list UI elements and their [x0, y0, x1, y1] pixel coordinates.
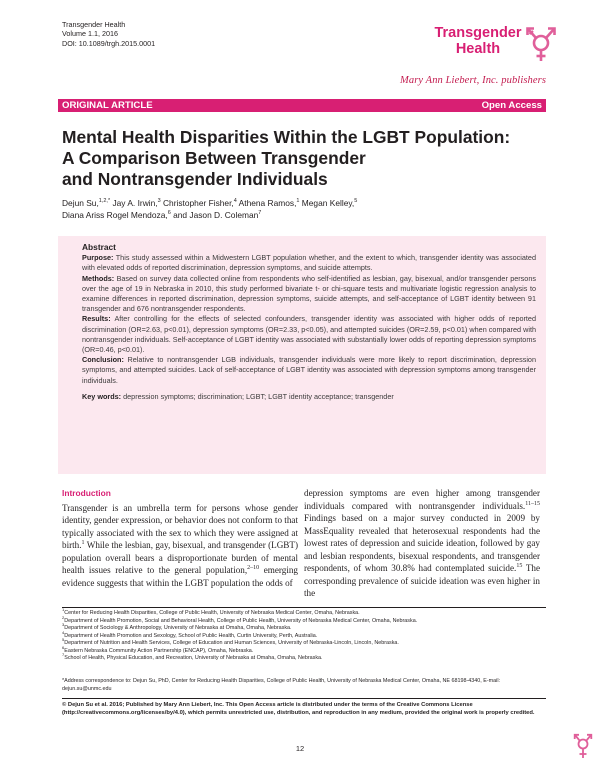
journal-volume: Volume 1.1, 2016 — [62, 29, 118, 39]
body-column-right: depression symptoms are even higher among transgender individuals compared with nontransgender individuals.$^{11-15}$ Findings based on a major survey conducted in 2009 by MassEquality revealed that heterosexual respondents had the lowest rates of depression and suicide ideation, followed by gay and lesbian respondents, bisexual respondents, and transgender respondents, of whom 30.8% had contemplated suicide.$^{15}$ The corresponding prevalence of suicide ideation was even higher in the — [304, 488, 540, 598]
author: Dejun Su,$^{1,2,*}$ — [62, 198, 111, 208]
journal-info — [62, 20, 155, 48]
affiliation: $^7$School of Health, Physical Education, and Recreation, University of Nebraska at Omaha, Omaha, Nebraska. — [62, 652, 323, 661]
affiliation: $^3$Department of Sociology & Anthropology, University of Nebraska at Omaha, Omaha, Nebraska. — [62, 622, 292, 631]
abstract-box — [58, 236, 546, 474]
abstract-methods: Methods: Based on survey data collected online from respondents who self-identified as lesbian, gay, bisexual, and/or transgender persons over the age of 19 in Nebraska in 2010, this study performed bivariate t- or chi-square tests and multivariate logistic regression analysis to examine differences in reported discrimination, depression symptoms, suicide attempts, and self-acceptance of LGBT identity between 91 transgender and 676 nontransgender respondents. — [82, 273, 536, 314]
article-type-band — [58, 99, 546, 112]
journal-doi: DOI: 10.1089/trgh.2015.0001 — [62, 38, 156, 48]
page-number: 12 — [295, 744, 305, 753]
correspondence: *Address correspondence to: Dejun Su, PhD, Center for Reducing Health Disparities, College of Public Health, University of Nebraska Medical Center, Omaha, NE 68198-4340, E-mail: dejun.su@unmc.edu — [62, 678, 501, 692]
journal-logo — [431, 26, 525, 57]
article-title — [62, 127, 532, 190]
abstract-results: Results: After controlling for the effects of selected confounders, transgender identity was associated with higher odds of reported discrimination (OR=2.63, p<0.01), depression symptoms (OR=2.33, p<0.05), and attempted suicides (OR=2.59, p<0.01) when compared with nontransgender individuals. Self-acceptance of LGBT identity was associated with substantially lower odds of reporting depression symptoms (OR=0.46, p<0.01). — [82, 314, 536, 355]
title-line2: A Comparison Between Transgender — [62, 148, 366, 168]
publisher-logo: Mary Ann Liebert, Inc. publishers — [400, 75, 547, 86]
title-line3: and Nontransgender Individuals — [62, 169, 328, 189]
transgender-symbol-icon — [521, 24, 561, 64]
abstract-purpose: Purpose: This study assessed within a Midwestern LGBT population whether, and the extent to which, transgender identity was associated with elevated odds of reported discrimination, depression symptoms, and suicide attempts. — [82, 253, 536, 273]
affiliation: $^4$Department of Health Promotion and Sexology, School of Public Health, Curtin University, Perth, Australia. — [62, 629, 318, 639]
affiliation: $^5$Department of Nutrition and Health Services, College of Education and Human Sciences, University of Nebraska-Lincoln, Lincoln, Nebraska. — [62, 637, 399, 646]
title-line1: Mental Health Disparities Within the LGBT Population: — [62, 127, 511, 147]
abstract-heading: Abstract — [82, 242, 116, 252]
body-column-left: Introduction Transgender is an umbrella term for persons whose gender identity, gender expression, or behavior does not conform to that typically associated with the sex to which they were assigned at birth.$^1$ While the lesbian, gay, bisexual, and transgender (LGBT) population overall bears a disproportionate burden of mental health issues relative to the general population,$^{2-10}$ emerging evidence suggests that within the LGBT population the odds of — [62, 488, 298, 588]
license-divider — [62, 698, 546, 699]
footnote-divider — [62, 607, 546, 608]
license-statement: © Dejun Su et al. 2016; Published by Mary Ann Liebert, Inc. This Open Access article is distributed under the terms of the Creative Commons License (http://creativecommons.org/licenses/by/4.0), which permits unrestricted use, distribution, and reproduction in any medium, provided the original work is properly credited. — [62, 702, 535, 716]
abstract-conclusion: Conclusion: Relative to nontransgender LGB individuals, transgender individuals were more likely to report discrimination, depression symptoms, and attempted suicides. Lack of self-acceptance of LGBT identity was associated with depression symptoms among transgender individuals. — [82, 355, 536, 385]
author-list — [62, 197, 532, 222]
article-type: ORIGINAL ARTICLE — [62, 100, 153, 111]
author: Christopher Fisher,$^4$ — [162, 198, 237, 208]
journal-name: Transgender Health — [62, 20, 126, 29]
abstract-keywords: Key words: depression symptoms; discrimination; LGBT; LGBT identity acceptance; transgender — [82, 391, 394, 401]
affiliation: $^2$Department of Health Promotion, Social and Behavioral Health, College of Public Health, University of Nebraska Medical Center, Omaha, Nebraska. — [62, 614, 418, 624]
author: Athena Ramos,$^1$ — [238, 198, 300, 208]
logo-line2: Health — [455, 40, 501, 57]
transgender-symbol-icon — [572, 731, 594, 761]
logo-line1: Transgender — [434, 25, 522, 41]
author: Diana Ariss Rogel Mendoza,$^6$ — [62, 210, 171, 221]
affiliations — [62, 607, 546, 663]
author: Jay A. Irwin,$^3$ — [112, 198, 161, 208]
author: Megan Kelley,$^5$ — [301, 198, 358, 208]
author: and Jason D. Coleman$^7$ — [173, 210, 262, 221]
affiliation: $^1$Center for Reducing Health Disparities, College of Public Health, University of Nebraska Medical Center, Omaha, Nebraska. — [62, 607, 360, 616]
affiliation: $^6$Eastern Nebraska Community Action Partnership (ENCAP), Omaha, Nebraska. — [62, 644, 254, 654]
section-heading-introduction: Introduction — [62, 488, 111, 498]
open-access-label: Open Access — [481, 100, 542, 111]
